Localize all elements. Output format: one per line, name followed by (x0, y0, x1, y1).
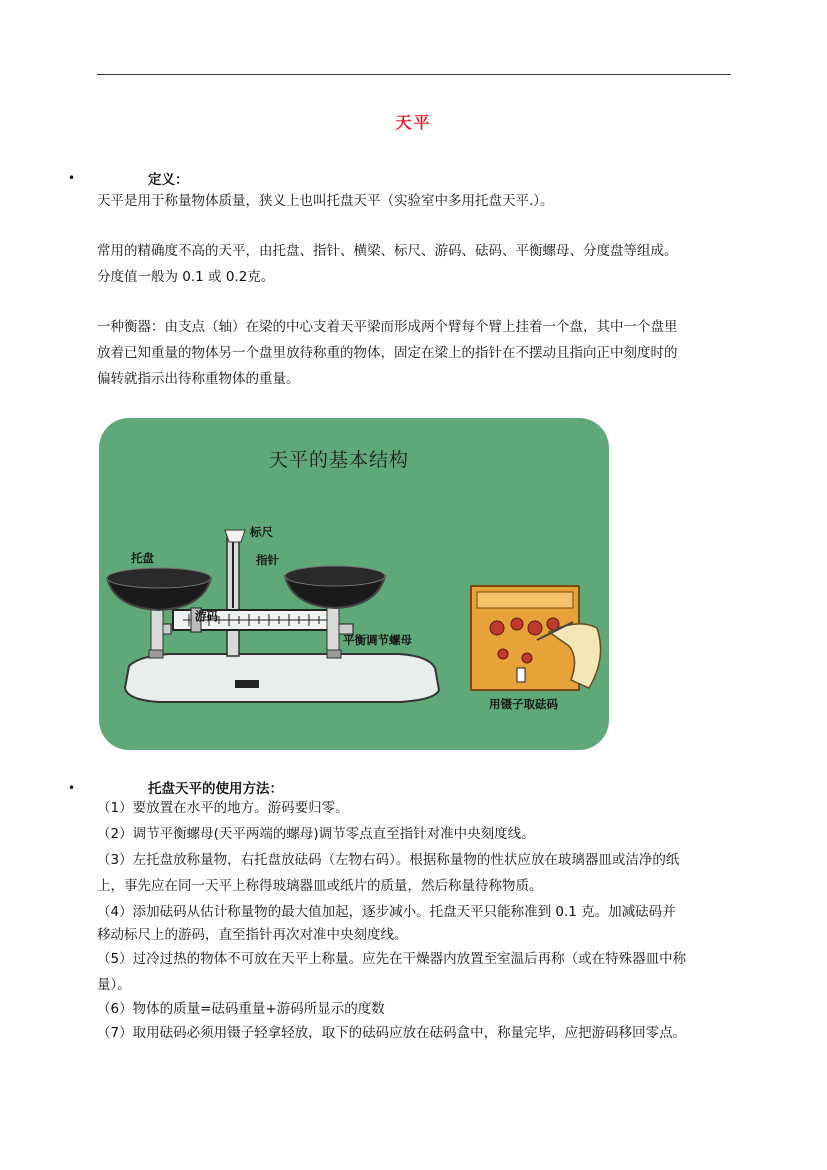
usage-line: （6）物体的质量=砝码重量+游码所显示的度数 (97, 1001, 385, 1017)
usage-line: 量）。 (97, 977, 131, 993)
header-rule (97, 74, 731, 75)
usage-line: （1）要放置在水平的地方。游码要归零。 (97, 800, 349, 816)
usage-line: （3）左托盘放称量物，右托盘放砝码（左物右码）。根据称量物的性状应放在玻璃器皿或洁净的纸 (97, 852, 680, 868)
figure-title: 天平的基本结构 (269, 449, 410, 471)
section-heading-usage: 托盘天平的使用方法： (148, 781, 283, 797)
paragraph-line: 常用的精确度不高的天平，由托盘、指针、横梁、标尺、游码、砝码、平衡螺母、分度盘等组成。 (97, 243, 678, 259)
label-balance-nut: 平衡调节螺母 (343, 633, 412, 647)
label-scale: 标尺 (250, 525, 273, 539)
usage-line: 上，事先应在同一天平上称得玻璃器皿或纸片的质量，然后称量待称物质。 (97, 878, 543, 894)
label-rider: 游码 (195, 609, 218, 623)
scale-dial (225, 530, 245, 542)
label-tweezers: 用镊子取砝码 (489, 697, 558, 711)
usage-line: 移动标尺上的游码，直至指针再次对准中央刻度线。 (97, 927, 408, 943)
base-label-plate (235, 680, 259, 688)
bullet: • (68, 781, 76, 795)
paragraph-line: 分度值一般为 0.1 或 0.2克。 (97, 269, 275, 285)
section-heading-definition: 定义： (148, 172, 189, 188)
balance-structure-figure (99, 418, 609, 750)
usage-line: （2）调节平衡螺母(天平两端的螺母)调节零点直至指针对准中央刻度线。 (97, 826, 535, 842)
label-pointer: 指针 (256, 553, 279, 567)
balance-base (125, 654, 439, 702)
paragraph-line: 放着已知重量的物体另一个盘里放待称重的物体，固定在梁上的指针在不摆动且指向正中刻度时的 (97, 345, 678, 361)
bullet: • (68, 171, 76, 185)
usage-line: （5）过冷过热的物体不可放在天平上称量。应先在干燥器内放置至室温后再称（或在特殊器皿中称 (97, 951, 687, 967)
usage-line: （4）添加砝码从估计称量物的最大值加起，逐步减小。托盘天平只能称准到 0.1 克。加减砝码并 (97, 904, 676, 920)
paragraph-line: 天平是用于称量物体质量，狭义上也叫托盘天平（实验室中多用托盘天平.）。 (97, 193, 554, 209)
page-title: 天平 (395, 113, 432, 132)
label-pan: 托盘 (131, 551, 154, 565)
paragraph-line: 一种衡器：由支点（轴）在梁的中心支着天平梁而形成两个臂每个臂上挂着一个盘，其中一个盘里 (97, 319, 678, 335)
usage-line: （7）取用砝码必须用镊子轻拿轻放，取下的砝码应放在砝码盒中，称量完毕，应把游码移回零点。 (97, 1025, 687, 1041)
paragraph-line: 偏转就指示出待称重物体的重量。 (97, 371, 300, 387)
